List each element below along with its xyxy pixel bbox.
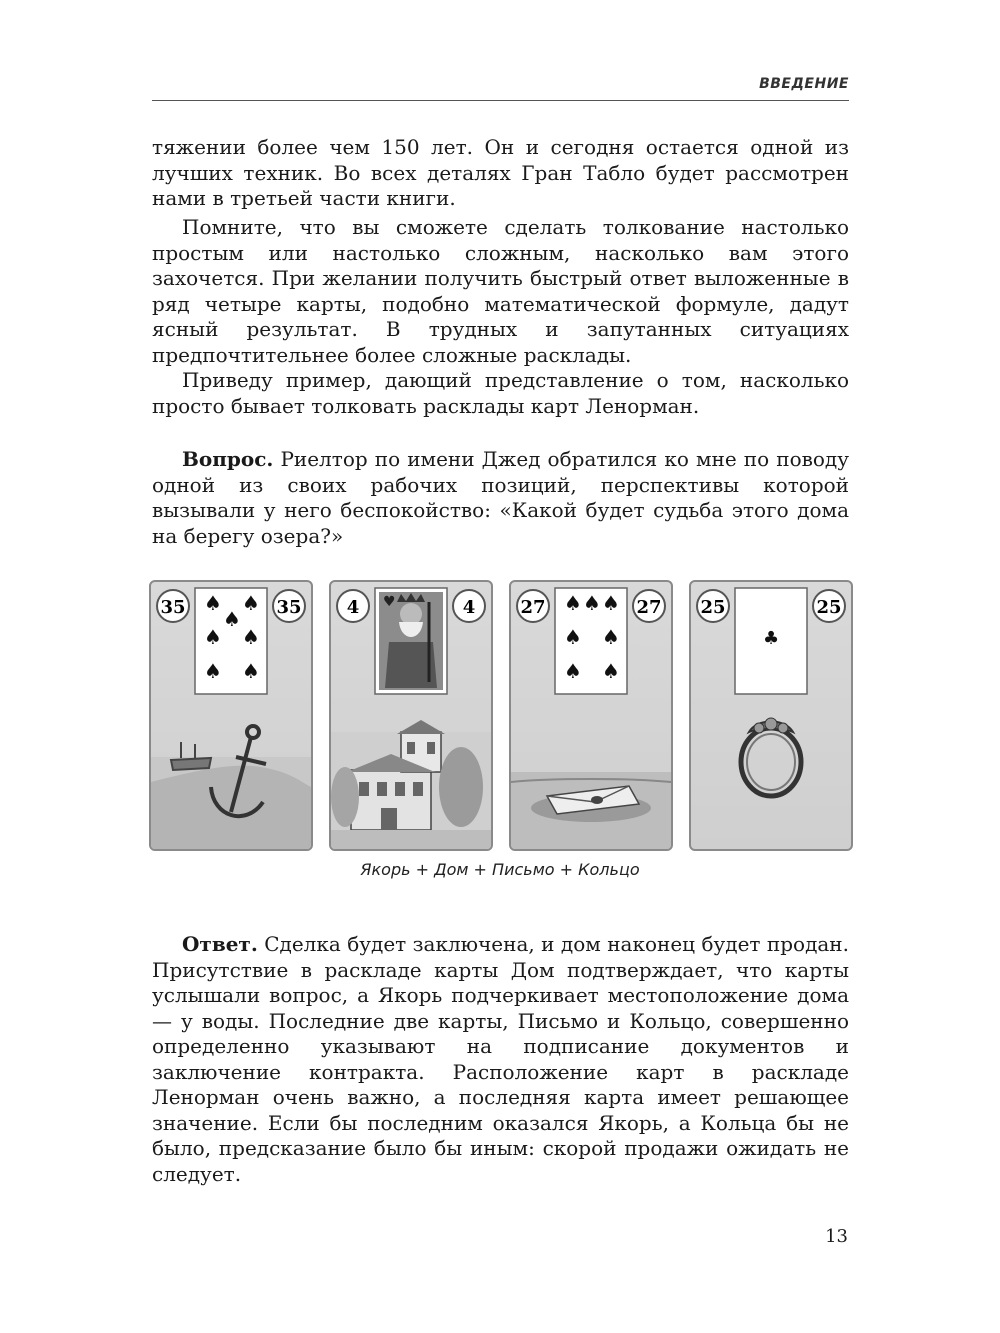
svg-text:♠: ♠: [564, 659, 582, 683]
svg-text:♠: ♠: [242, 659, 260, 683]
svg-text:♠: ♠: [242, 625, 260, 649]
card-number-left: 25: [700, 597, 726, 618]
svg-text:♠: ♠: [564, 591, 582, 615]
card-number-left: 35: [160, 597, 186, 618]
card-ring: [689, 580, 853, 851]
card-letter: [509, 580, 673, 851]
question-label: Вопрос.: [182, 447, 274, 471]
section-title: ВВЕДЕНИЕ: [759, 76, 849, 92]
svg-text:♠: ♠: [602, 625, 620, 649]
card-spread: [149, 580, 855, 853]
answer-text: Сделка будет заключена, и дом наконец будет продан. Присутствие в раскладе карты Дом подтверждает, что карты услышали вопрос, а Якорь подчеркивает местоположение дома — у воды. Последние две карты, Письмо и Кольцо, совершенно определенно указывают на подписание документов и заключение контракта. Расположение карт в раскладе Ленорман очень важно, а последняя карта имеет решающее значение. Если бы последним оказался Якорь, а Кольца бы не было, предсказание было бы иным: скорой продажи ожидать не следует.: [152, 932, 849, 1186]
paragraph-3: [152, 368, 849, 419]
paragraph-2-text: Помните, что вы сможете сделать толкование настолько простым или настолько сложным, насколько вам этого захочется. При желании получить быстрый ответ выложенные в ряд четыре карты, подобно математической формуле, дадут ясный результат. В трудных и запутанных ситуациях предпочтительнее более сложные расклады.: [152, 215, 849, 367]
svg-text:♣: ♣: [763, 628, 780, 649]
card-house: [329, 580, 493, 851]
card-number-left: 4: [346, 597, 360, 618]
svg-text:♠: ♠: [602, 659, 620, 683]
answer-paragraph: [152, 932, 849, 1187]
svg-text:♠: ♠: [583, 591, 601, 615]
question-text: Риелтор по имени Джед обратился ко мне по поводу одной из своих рабочих позиций, перспективы которой вызывали у него беспокойство: «Какой будет судьба этого дома на берегу озера?»: [152, 447, 849, 548]
paragraph-3-text: Приведу пример, дающий представление о том, насколько просто бывает толковать расклады карт Ленорман.: [152, 368, 849, 418]
card-number-right: 35: [276, 597, 302, 618]
svg-text:♠: ♠: [204, 591, 222, 615]
svg-text:♠: ♠: [204, 625, 222, 649]
svg-text:♠: ♠: [242, 591, 260, 615]
answer-label: Ответ.: [182, 932, 258, 956]
card-number-left: 27: [520, 597, 546, 618]
figure-caption: Якорь + Дом + Письмо + Кольцо: [360, 860, 640, 879]
question-paragraph: [152, 447, 849, 549]
card-number-right: 27: [636, 597, 662, 618]
card-anchor: [149, 580, 313, 851]
card-number-right: 25: [816, 597, 842, 618]
page-number: 13: [825, 1226, 848, 1247]
svg-text:♠: ♠: [204, 659, 222, 683]
paragraph-1-text: тяжении более чем 150 лет. Он и сегодня остается одной из лучших техник. Во всех деталях Гран Табло будет рассмотрен нами в третьей части книги.: [152, 135, 849, 210]
paragraph-1: [152, 135, 849, 212]
header-rule: [152, 100, 849, 101]
running-header: [152, 76, 849, 100]
svg-text:♠: ♠: [564, 625, 582, 649]
svg-text:♠: ♠: [223, 607, 241, 631]
paragraph-2: [152, 215, 849, 368]
svg-text:♥: ♥: [383, 594, 396, 610]
card-number-right: 4: [462, 597, 476, 618]
svg-text:♠: ♠: [602, 591, 620, 615]
